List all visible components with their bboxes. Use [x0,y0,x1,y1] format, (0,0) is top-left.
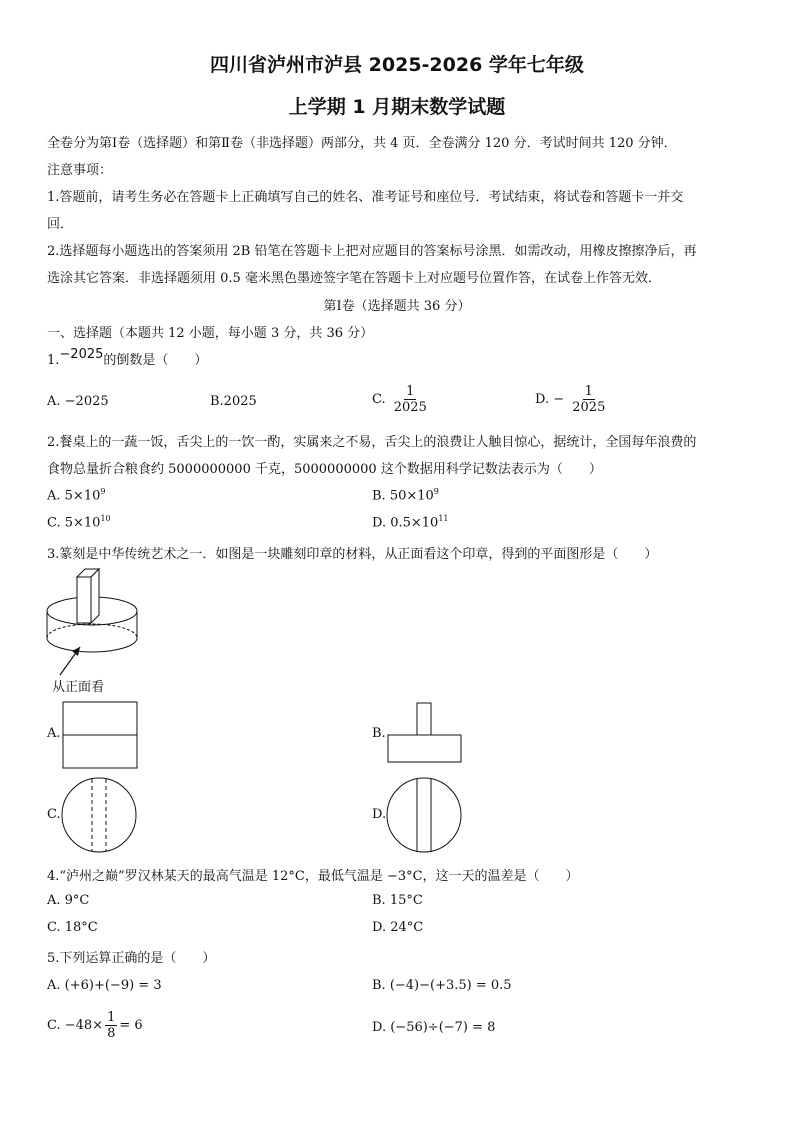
exam-title-line2: 上学期 1 月期末数学试题 [288,96,506,118]
q2-option-c [47,514,111,530]
q5-option-b: B. (−4)−(+3.5) = 0.5 [372,978,512,993]
section-heading: 第Ⅰ卷（选择题共 36 分） [323,299,471,314]
q2-option-c-base: C. 5×10 [47,515,101,531]
question-3-stem: 3.篆刻是中华传统艺术之一．如图是一块雕刻印章的材料，从正面看这个印章，得到的平面图形是（ ） [47,547,658,562]
fraction-numerator: 1 [406,384,415,399]
q2-option-d-base: D. 0.5×10 [372,515,439,531]
question-5-stem: 5.下列运算正确的是（ ） [47,951,216,966]
notice-item-2b: 选涂其它答案．非选择题须用 0.5 毫米黑色墨迹签字笔在答题卡上对应题号位置作答，在试卷上作答无效． [47,271,661,286]
q5-option-c-fraction [105,1010,117,1041]
q1-option-c-fraction [392,384,429,415]
question-1-stem [47,349,207,368]
question-2-line2: 食物总量折合粮食约 5000000000 千克，5000000000 这个数据用科学记数法表示为（ ） [47,462,602,477]
notice-item-1a: 1.答题前，请考生务必在答题卡上正确填写自己的姓名、准考证号和座位号．考试结束，将试卷和答题卡一并交 [47,190,684,205]
notice-item-2a: 2.选择题每小题选出的答案须用 2B 铅笔在答题卡上把对应题目的答案标号涂黑．如需改动，用橡皮擦擦净后，再 [47,244,697,259]
q1-suffix: 的倒数是（ ） [103,353,208,368]
q2-option-a-base: A. 5×10 [47,488,101,504]
q4-option-b: B. 15°C [372,893,423,908]
q5-option-c-prefix: C. −48× [47,1018,104,1033]
q3-option-a-label: A. [47,726,61,741]
q4-option-c: C. 18°C [47,920,98,935]
q3-option-b-figure [385,700,465,766]
q2-option-d [372,514,449,530]
q5-option-c [47,1010,143,1041]
q1-option-d-fraction [570,384,607,415]
q3-option-d-figure [385,776,465,854]
q2-option-c-exponent: 10 [100,514,111,523]
q3-option-c-label: C. [47,807,61,822]
q5-option-d: D. (−56)÷(−7) = 8 [372,1020,496,1035]
cylinder-bottom-back [47,624,137,638]
exam-title-line1: 四川省泸州市泸县 2025-2026 学年七年级 [210,54,584,76]
fraction-numerator: 1 [107,1010,116,1025]
fraction-numerator: 1 [584,384,593,399]
q2-option-b-base: B. 50×10 [372,488,434,504]
q4-option-a: A. 9°C [47,893,90,908]
q3-option-a-figure [60,700,140,770]
q1-option-c-label: C. [372,392,386,407]
seal-figure [40,565,150,680]
intro-line: 全卷分为第Ⅰ卷（选择题）和第Ⅱ卷（非选择题）两部分，共 4 页．全卷满分 120 分．考试时间共 120 分钟． [47,136,677,151]
q2-option-a-exponent: 9 [100,487,106,496]
q1-option-c [372,384,431,415]
view-arrow-head [72,647,80,656]
view-direction-label: 从正面看 [52,680,105,695]
q1-option-d-label: D. − [535,392,565,407]
q2-option-b [372,487,439,503]
q2-option-a [47,487,105,503]
notice-item-1b: 回． [47,217,74,232]
q5-option-c-suffix: = 6 [119,1018,143,1033]
fraction-denominator: 8 [107,1026,116,1041]
notice-heading: 注意事项： [47,163,113,178]
q1-prefix: 1. [47,353,60,368]
q5-option-a: A. (+6)+(−9) = 3 [47,978,162,993]
q2-option-b-exponent: 9 [433,487,439,496]
q1-expression: −2025 [59,347,104,362]
q2-option-d-exponent: 11 [438,514,449,523]
q1-option-b: B.2025 [210,394,257,409]
q1-option-a: A. −2025 [47,394,109,409]
question-2-line1: 2.餐桌上的一蔬一饭，舌尖上的一饮一酌，实属来之不易，舌尖上的浪费让人触目惊心，据统计，全国每年浪费的 [47,435,697,450]
q3-option-b-label: B. [372,726,386,741]
prism-side-face [91,569,99,623]
q3-option-c-figure [60,776,140,854]
part-heading: 一、选择题（本题共 12 小题，每小题 3 分，共 36 分） [47,326,374,341]
prism-front-face [77,577,91,623]
fraction-denominator: 2025 [393,400,427,415]
cylinder-bottom-front [47,638,137,652]
question-4-stem: 4.“泸州之巅”罗汉林某天的最高气温是 12°C，最低气温是 −3°C，这一天的温差是（ ） [47,869,579,884]
fraction-denominator: 2025 [572,400,606,415]
q4-option-d: D. 24°C [372,920,424,935]
q3-option-d-label: D. [372,807,387,822]
q1-option-d [535,384,609,415]
